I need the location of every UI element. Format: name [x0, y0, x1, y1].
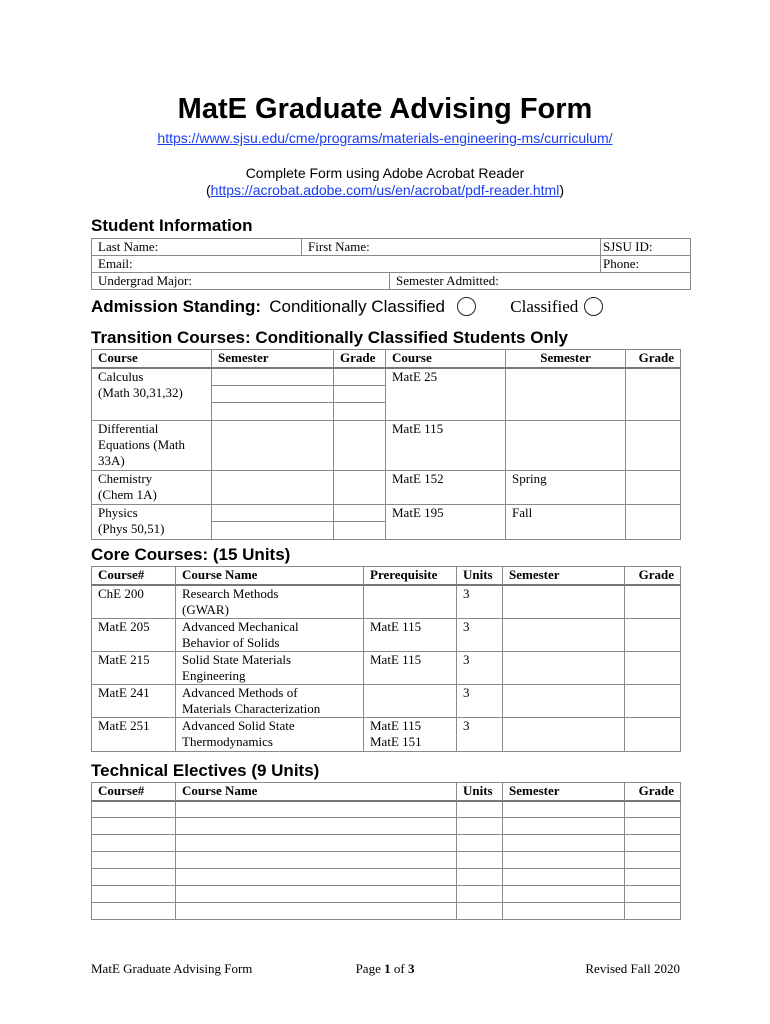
core-heading: Core Courses: (15 Units) — [91, 545, 291, 564]
grade-cell[interactable] — [626, 368, 681, 421]
page-current: 1 — [384, 961, 391, 976]
electives-table — [91, 782, 681, 920]
semester-cell[interactable]: Spring — [506, 470, 626, 504]
semester-cell[interactable] — [212, 504, 334, 539]
table-row — [92, 685, 681, 718]
grade-cell[interactable] — [625, 685, 681, 718]
transition-header-grade: Grade — [334, 350, 386, 368]
core-course-cell: MatE 251 — [92, 718, 176, 752]
core-units-cell: 3 — [457, 619, 503, 652]
table-row — [92, 718, 681, 752]
student-info-heading: Student Information — [91, 216, 253, 235]
reader-link[interactable]: https://acrobat.adobe.com/us/en/acrobat/pdf-reader.html — [210, 182, 560, 198]
table-row[interactable] — [92, 835, 681, 852]
core-units-cell: 3 — [457, 652, 503, 685]
semester-cell[interactable] — [212, 470, 334, 504]
grade-cell[interactable] — [334, 368, 386, 421]
semester-cell[interactable] — [506, 420, 626, 470]
sjsu-id-field[interactable]: SJSU ID: — [601, 239, 691, 256]
table-row[interactable] — [92, 869, 681, 886]
transition-header-course: Course — [92, 350, 212, 368]
table-row — [92, 504, 681, 539]
core-header-course: Course# — [92, 567, 176, 585]
semester-cell[interactable] — [503, 585, 625, 619]
transition-header-semester: Semester — [212, 350, 334, 368]
grade-cell[interactable] — [334, 504, 386, 539]
conditionally-classified-label: Conditionally Classified — [269, 297, 446, 316]
transition-course-cell: Physics (Phys 50,51) — [92, 504, 212, 539]
transition-course-cell: MatE 195 — [386, 504, 506, 539]
core-units-cell: 3 — [457, 718, 503, 752]
transition-course-cell: MatE 152 — [386, 470, 506, 504]
electives-header-grade: Grade — [625, 783, 681, 801]
electives-heading: Technical Electives (9 Units) — [91, 761, 320, 780]
core-name-cell: Research Methods (GWAR) — [176, 585, 364, 619]
core-prereq-cell: MatE 115 — [364, 652, 457, 685]
page-total: 3 — [407, 961, 415, 976]
transition-course-cell: Chemistry (Chem 1A) — [92, 470, 212, 504]
undergrad-major-field[interactable]: Undergrad Major: — [92, 273, 390, 290]
table-row — [92, 652, 681, 685]
classified-label: Classified — [510, 297, 579, 316]
core-prereq-cell: MatE 115 MatE 151 — [364, 718, 457, 752]
admission-standing-row — [91, 297, 603, 317]
instruction-text: Complete Form using Adobe Acrobat Reader — [245, 165, 525, 181]
admission-heading: Admission Standing: — [91, 297, 261, 316]
semester-cell[interactable] — [506, 368, 626, 421]
transition-header-semester-2: Semester — [506, 350, 626, 368]
core-course-cell: MatE 205 — [92, 619, 176, 652]
grade-cell[interactable] — [626, 470, 681, 504]
semester-cell[interactable] — [503, 619, 625, 652]
core-table — [91, 566, 681, 752]
transition-header-course-2: Course — [386, 350, 506, 368]
core-prereq-cell: MatE 115 — [364, 619, 457, 652]
core-course-cell: MatE 241 — [92, 685, 176, 718]
grade-cell[interactable] — [334, 420, 386, 470]
table-row — [92, 420, 681, 470]
last-name-field[interactable]: Last Name: — [92, 239, 302, 256]
transition-table — [91, 349, 681, 540]
semester-cell[interactable] — [212, 420, 334, 470]
semester-admitted-field[interactable]: Semester Admitted: — [390, 273, 691, 290]
electives-header-course: Course# — [92, 783, 176, 801]
core-course-cell: MatE 215 — [92, 652, 176, 685]
footer-form-name: MatE Graduate Advising Form — [91, 961, 253, 976]
grade-cell[interactable] — [625, 619, 681, 652]
table-row[interactable] — [92, 818, 681, 835]
grade-cell[interactable] — [625, 652, 681, 685]
core-header-name: Course Name — [176, 567, 364, 585]
core-header-grade: Grade — [625, 567, 681, 585]
reader-link-line: (https://acrobat.adobe.com/us/en/acrobat/pdf-reader.html) — [206, 182, 564, 198]
grade-cell[interactable] — [626, 420, 681, 470]
core-header-semester: Semester — [503, 567, 625, 585]
core-header-prereq: Prerequisite — [364, 567, 457, 585]
core-name-cell: Advanced Solid State Thermodynamics — [176, 718, 364, 752]
semester-cell[interactable] — [503, 685, 625, 718]
transition-heading: Transition Courses: Conditionally Classified Students Only — [91, 328, 569, 347]
table-row — [92, 470, 681, 504]
transition-header-grade-2: Grade — [626, 350, 681, 368]
semester-cell[interactable] — [503, 718, 625, 752]
table-row[interactable] — [92, 903, 681, 920]
core-name-cell: Advanced Methods of Materials Characterization — [176, 685, 364, 718]
transition-course-cell: Differential Equations (Math 33A) — [92, 420, 212, 470]
semester-cell[interactable] — [503, 652, 625, 685]
footer-revised: Revised Fall 2020 — [585, 961, 680, 976]
electives-header-name: Course Name — [176, 783, 457, 801]
form-title: MatE Graduate Advising Form — [177, 93, 593, 125]
grade-cell[interactable] — [334, 470, 386, 504]
table-row — [92, 368, 681, 421]
core-prereq-cell — [364, 585, 457, 619]
classified-radio[interactable] — [584, 297, 603, 316]
curriculum-link-line — [0, 130, 770, 146]
table-row[interactable] — [92, 801, 681, 818]
table-row — [92, 619, 681, 652]
page-prefix: Page — [355, 961, 385, 976]
grade-cell[interactable] — [625, 718, 681, 752]
email-field[interactable]: Email: — [92, 256, 601, 273]
core-units-cell: 3 — [457, 685, 503, 718]
phone-field[interactable]: Phone: — [601, 256, 691, 273]
table-row[interactable] — [92, 886, 681, 903]
page-of: of — [390, 961, 408, 976]
core-units-cell: 3 — [457, 585, 503, 619]
transition-course-cell: MatE 115 — [386, 420, 506, 470]
core-course-cell: ChE 200 — [92, 585, 176, 619]
core-name-cell: Solid State Materials Engineering — [176, 652, 364, 685]
transition-course-cell: MatE 25 — [386, 368, 506, 421]
first-name-field[interactable]: First Name: — [302, 239, 601, 256]
grade-cell[interactable] — [625, 585, 681, 619]
table-row — [92, 585, 681, 619]
transition-course-cell: Calculus (Math 30,31,32) — [92, 368, 212, 421]
electives-header-semester: Semester — [503, 783, 625, 801]
student-info-table — [91, 238, 691, 290]
grade-cell[interactable] — [626, 504, 681, 539]
conditionally-classified-radio[interactable] — [457, 297, 476, 316]
core-name-cell: Advanced Mechanical Behavior of Solids — [176, 619, 364, 652]
table-row[interactable] — [92, 852, 681, 869]
core-prereq-cell — [364, 685, 457, 718]
core-header-units: Units — [457, 567, 503, 585]
curriculum-link[interactable]: https://www.sjsu.edu/cme/programs/materials-engineering-ms/curriculum/ — [157, 130, 613, 146]
electives-header-units: Units — [457, 783, 503, 801]
semester-cell[interactable]: Fall — [506, 504, 626, 539]
semester-cell[interactable] — [212, 368, 334, 421]
